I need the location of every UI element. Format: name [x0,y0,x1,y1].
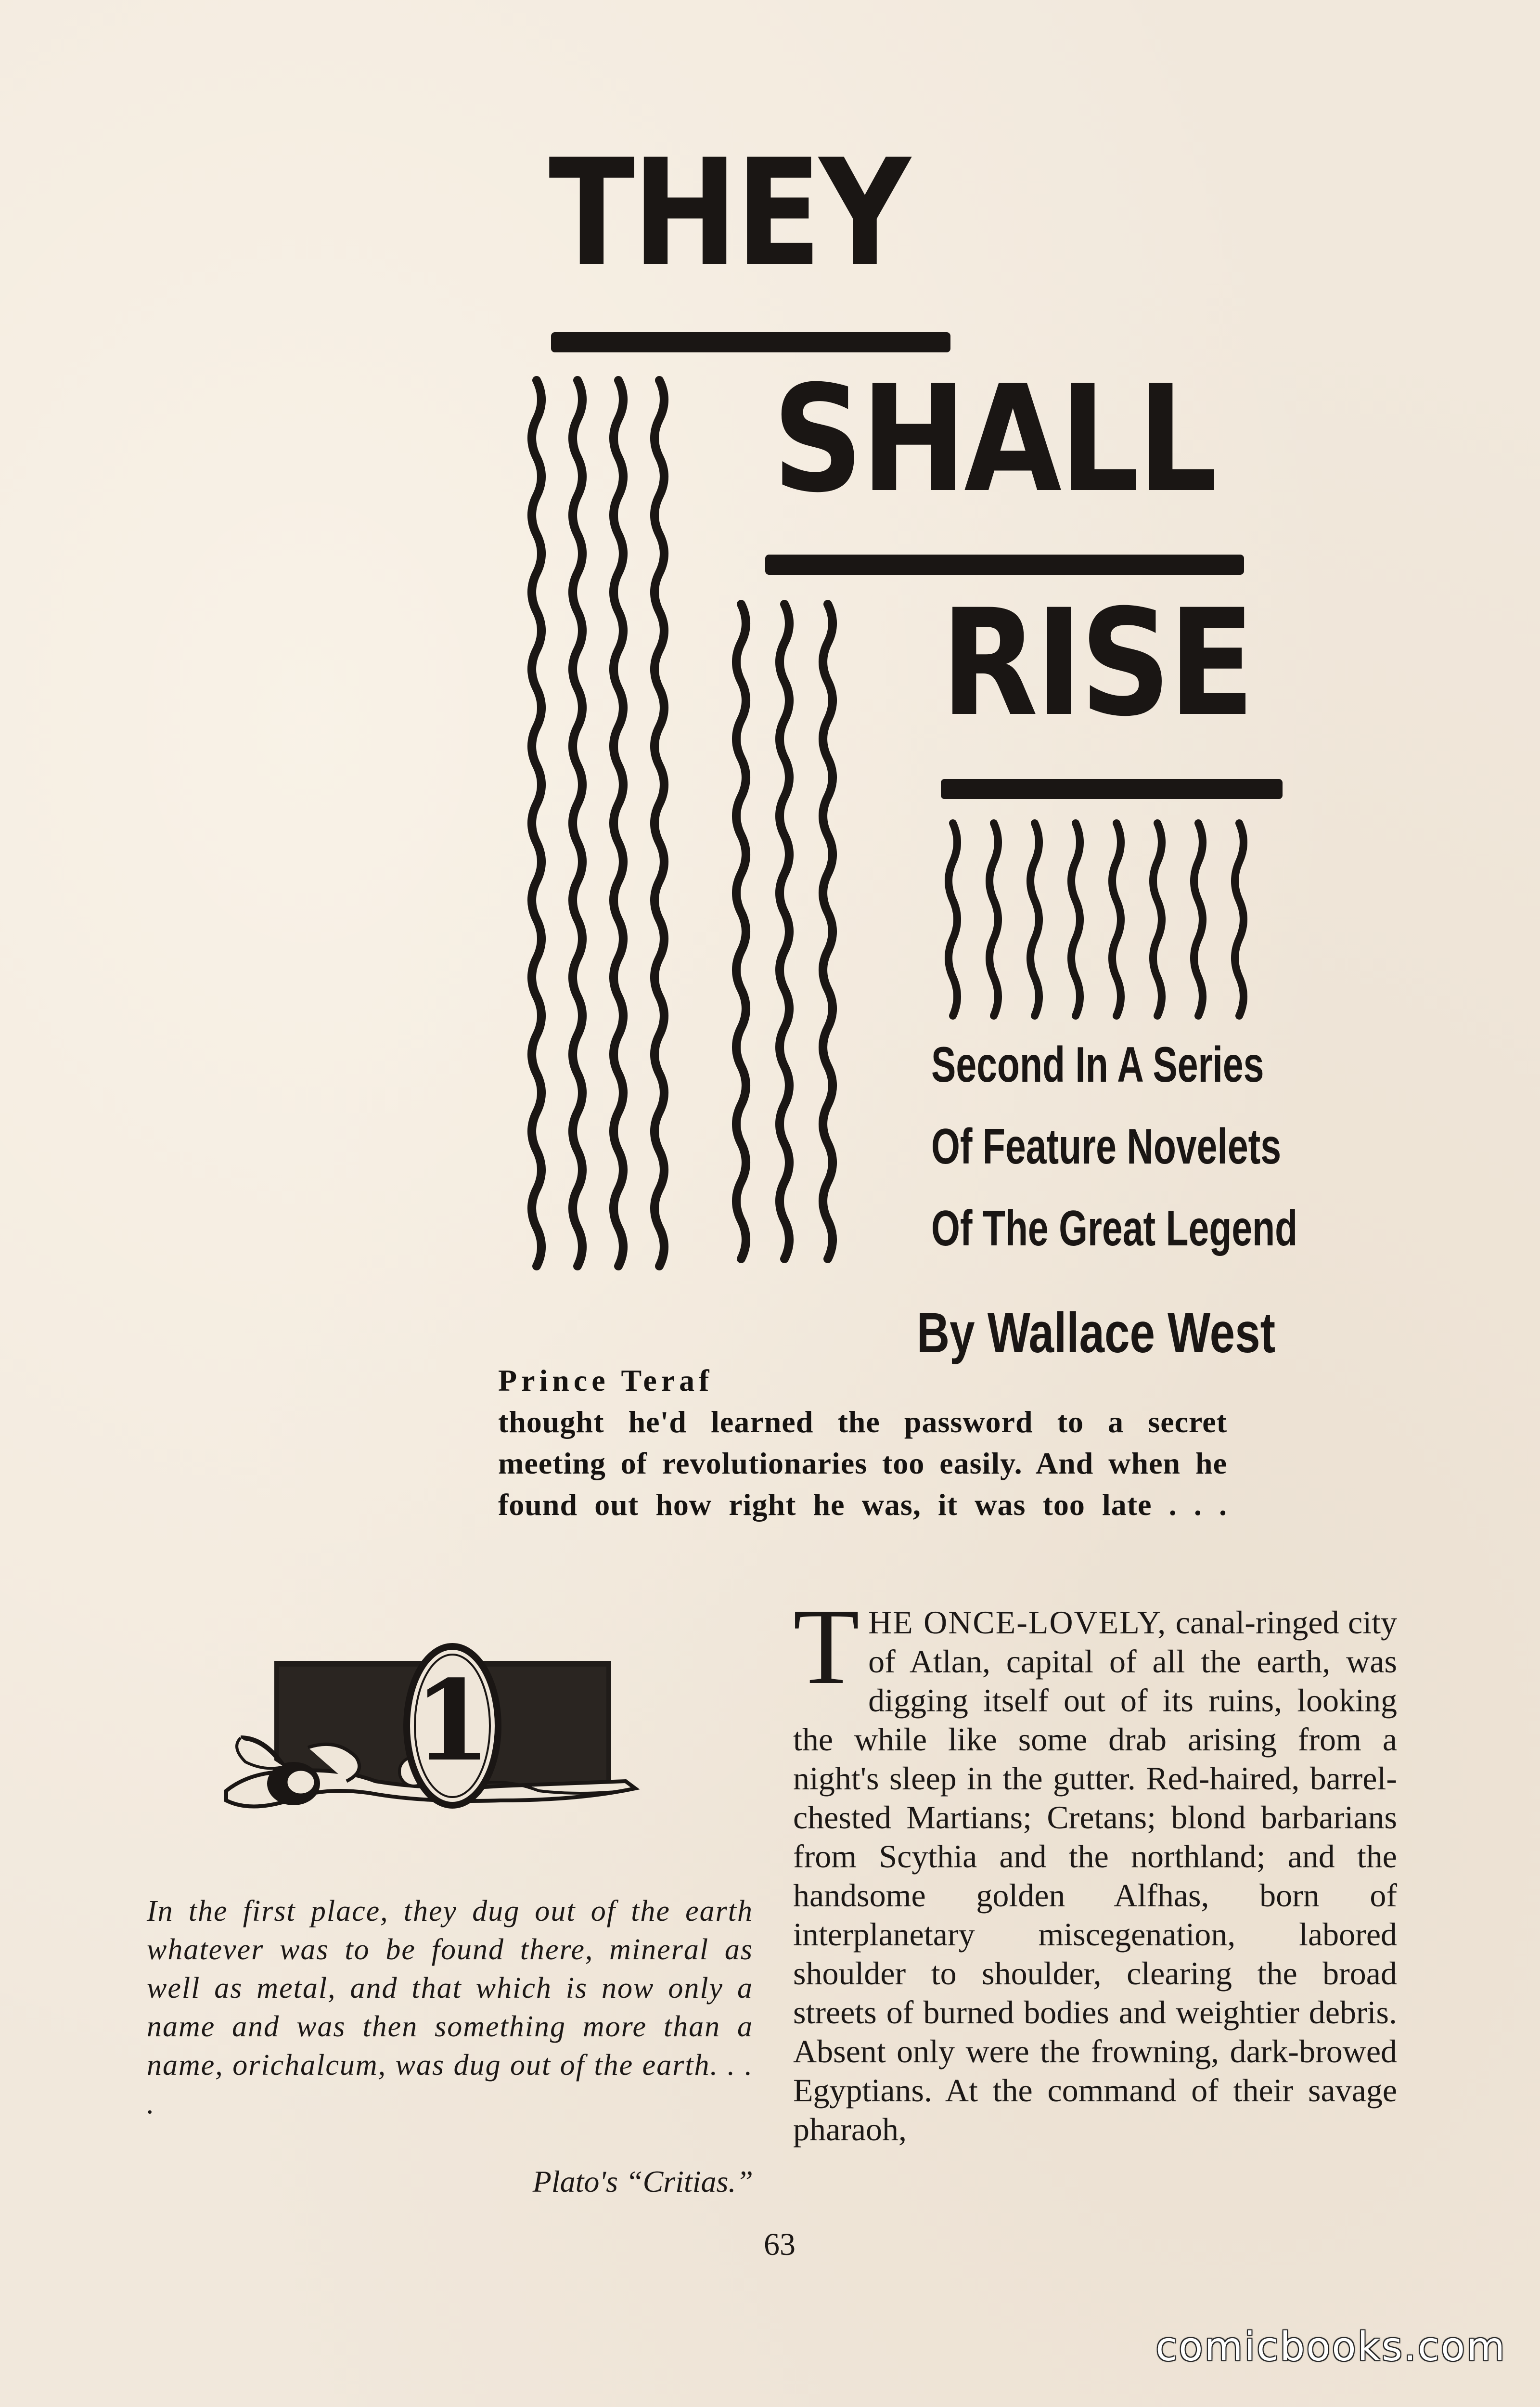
story-opening: HE ONCE-LOVELY, [868,1604,1167,1641]
wavy-lines-middle-icon [722,599,857,1283]
series-line-1: Second In A Series [931,1037,1264,1093]
drop-cap: T [793,1586,860,1707]
site-watermark: comicbooks.com [1155,2324,1506,2370]
title-rule-2 [765,555,1244,575]
chapter-number: 1 [413,1656,491,1786]
wavy-lines-left-icon [520,375,683,1281]
wavy-lines-right-icon [938,818,1285,1021]
title-they: THEY [549,128,908,298]
blurb-text: thought he'd learned the password to a secret meeting of revolutionaries too easily. And when he found out how right he was, it was too late . . . [498,1405,1227,1522]
epigraph-quote: In the first place, they dug out of the earth whatever was to be found there, mineral as well as metal, and that which is now only a name and was then something more than a name, orichalcum, was dug out of the earth. . . . [147,1895,753,2120]
chapter-one-illustration [212,1627,645,1834]
series-line-2: Of Feature Novelets [931,1119,1282,1175]
title-rule-1 [551,332,950,352]
title-shall: SHALL [772,354,1215,525]
story-blurb [498,1360,1227,1526]
story-body [793,1586,1397,2149]
epigraph-attribution: Plato's “Critias.” [532,2164,753,2199]
story-text: canal-ringed city of Atlan, capital of all the earth, was digging itself out of its ruins, looking the while like some drab arising from a night's sleep in the gutter. Red-haired, barrel-chested Martians; Cretans; blond barbarians from Scythia and the northland; and the handsome golden Alfhas, born of interplanetary miscegenation, labored shoulder to shoulder, clearing the broad streets of burned bodies and weightier debris. Absent only were the frowning, dark-browed Egyptians. At the command of their savage pharaoh, [793,1604,1397,2148]
title-rule-3 [941,779,1283,799]
page-number: 63 [764,2227,796,2262]
title-rise: RISE [941,578,1253,749]
author-byline: By Wallace West [917,1301,1276,1365]
series-line-3: Of The Great Legend [931,1201,1298,1256]
blurb-lead: Prince Teraf [498,1363,714,1398]
